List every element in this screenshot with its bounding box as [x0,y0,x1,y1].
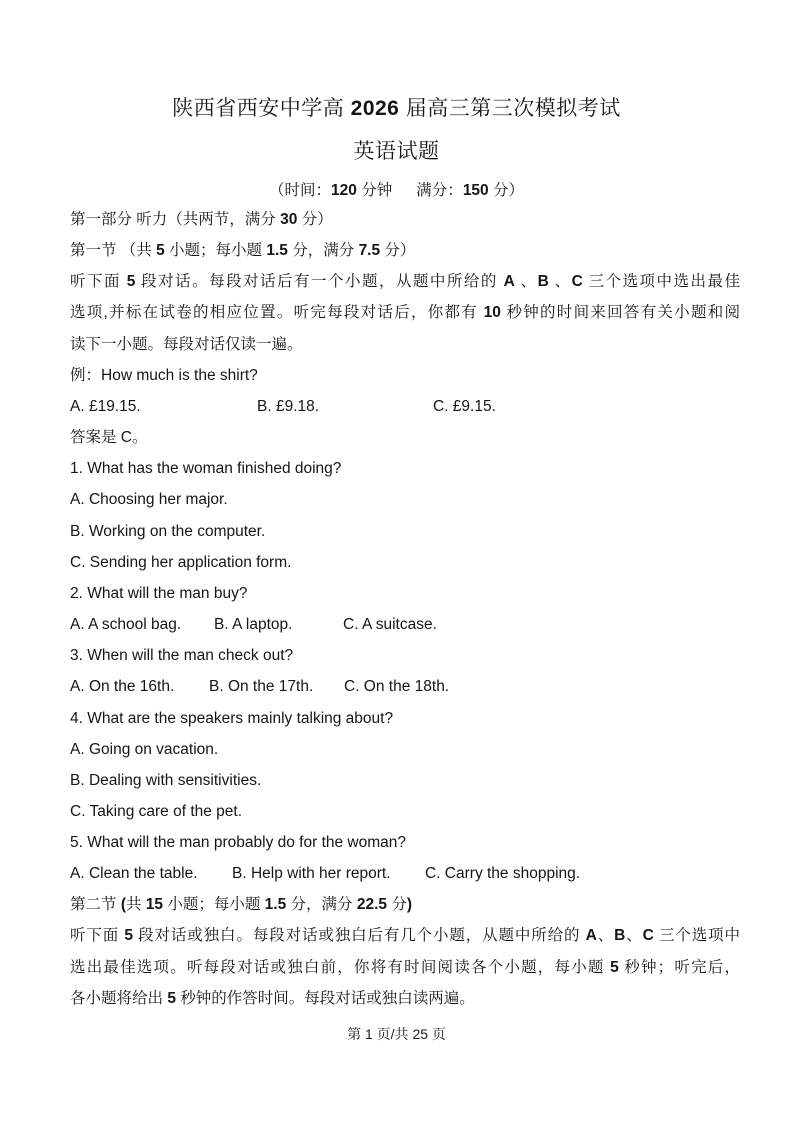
question-2-option-c: C. A suitcase. [343,616,437,633]
section1-instructions-line-1: 听下面 5 段对话。每段对话后有一个小题，从题中所给的 A 、B 、C 三个选项中选出最佳 [70,273,740,290]
question-2-option-b: B. A laptop. [214,616,293,633]
section1-instructions-line-3: 读下一小题。每段对话仅读一遍。 [70,336,303,353]
example-option-a: A. £19.15. [70,398,141,415]
question-1-option-b: B. Working on the computer. [70,523,266,540]
example-option-b: B. £9.18. [257,398,320,415]
question-3-option-c: C. On the 18th. [344,678,450,695]
example-prompt: 例：How much is the shirt? [70,367,258,384]
section2-instructions-line-2: 选出最佳选项。听每段对话或独白前，你将有时间阅读各个小题，每小题 5 秒钟；听完后， [70,959,741,976]
example-option-c: C. £9.15. [433,398,496,415]
question-4-option-b: B. Dealing with sensitivities. [70,772,262,789]
example-answer: 答案是 C。 [70,429,148,446]
question-5-option-c: C. Carry the shopping. [425,865,581,882]
question-4-option-c: C. Taking care of the pet. [70,803,243,820]
question-3-option-b: B. On the 17th. [209,678,314,695]
question-3-prompt: 3. When will the man check out? [70,647,294,664]
section2-heading: 第二节 (共 15 小题；每小题 1.5 分，满分 22.5 分) [70,896,413,913]
example-options-row [70,396,740,418]
question-4-option-a: A. Going on vacation. [70,741,219,758]
question-5-option-a: A. Clean the table. [70,865,198,882]
page-number: 第 1 页/共 25 页 [347,1026,446,1042]
question-5-options-row [70,863,740,885]
question-2-options-row [70,614,740,636]
section2-instructions-line-1: 听下面 5 段对话或独白。每段对话或独白后有几个小题，从题中所给的 A、B、C 三个选项中 [70,927,740,944]
question-4-prompt: 4. What are the speakers mainly talking about? [70,710,394,727]
part1-heading: 第一部分 听力（共两节，满分 30 分） [70,211,333,228]
exam-title: 陕西省西安中学高 2026 届高三第三次模拟考试 [172,97,621,120]
question-1-prompt: 1. What has the woman finished doing? [70,460,342,477]
section1-instructions-line-2: 选项,并标在试卷的相应位置。听完每段对话后，你都有 10 秒钟的时间来回答有关小题和阅 [70,304,740,321]
question-3-options-row [70,676,740,698]
question-1-option-a: A. Choosing her major. [70,491,228,508]
question-2-option-a: A. A school bag. [70,616,182,633]
question-2-prompt: 2. What will the man buy? [70,585,248,602]
time-score-line: （时间：120 分钟 满分：150 分） [269,182,524,199]
question-1-option-c: C. Sending her application form. [70,554,292,571]
section2-instructions-line-3: 各小题将给出 5 秒钟的作答时间。每段对话或独白读两遍。 [70,990,475,1007]
question-5-prompt: 5. What will the man probably do for the woman? [70,834,407,851]
question-5-option-b: B. Help with her report. [232,865,391,882]
question-3-option-a: A. On the 16th. [70,678,175,695]
exam-subtitle: 英语试题 [353,140,440,163]
section1-heading: 第一节 （共 5 小题；每小题 1.5 分，满分 7.5 分） [70,242,416,259]
